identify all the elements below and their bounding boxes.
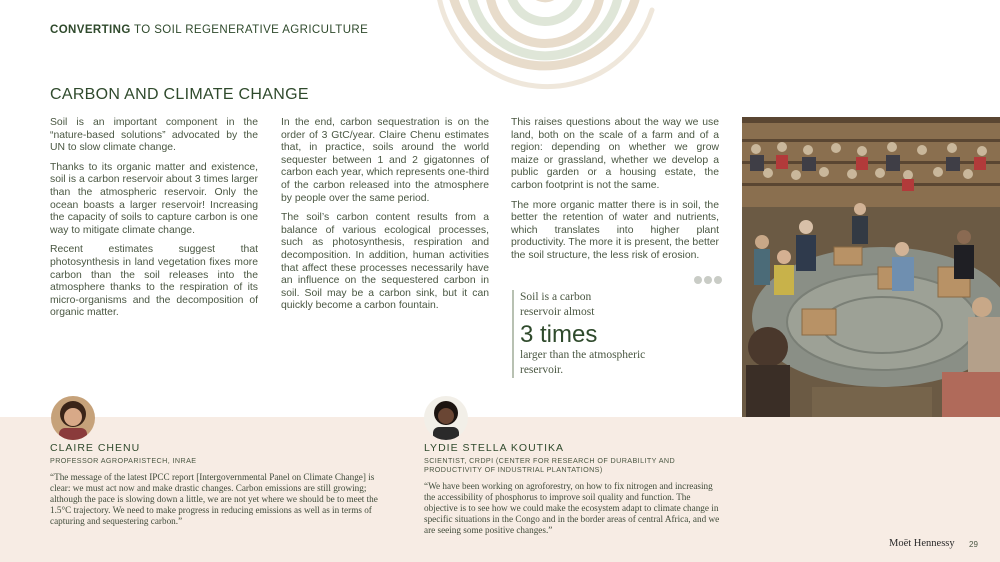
decorative-swirl [430, 0, 660, 110]
callout-line-1: Soil is a carbon [520, 291, 592, 303]
brand-logo: Moët Hennessy [889, 538, 955, 549]
paragraph: Soil is an important component in the “nature-based solutions” advocated by the UN to slow climate change. [50, 117, 258, 154]
dot [704, 276, 712, 284]
dot [694, 276, 702, 284]
conference-photo [742, 117, 1000, 417]
speaker-role: SCIENTIST, CRDPI (CENTER FOR RESEARCH OF DURABILITY AND PRODUCTIVITY OF INDUSTRIAL PLANTATIONS) [424, 456, 676, 474]
callout-figure: 3 times [520, 321, 598, 348]
speaker-lydie-stella-koutika [424, 442, 724, 536]
speaker-name: LYDIE STELLA KOUTIKA [424, 442, 565, 454]
callout-line-3: larger than the atmospheric [520, 349, 646, 361]
callout-line-4: reservoir. [520, 364, 564, 376]
lydie-stella-koutika-avatar [424, 396, 468, 440]
speaker-role: PROFESSOR AGROPARISTECH, INRAE [50, 456, 197, 465]
dot [714, 276, 722, 284]
section-label-strong: CONVERTING [50, 24, 131, 36]
paragraph: Recent estimates suggest that photosynthesis in land vegetation fixes more carbon than the soil releases into the atmosphere thanks to the respiration of its micro-organisms and the decomposition of organic matter. [50, 244, 258, 319]
paragraph: The soil’s carbon content results from a balance of various ecological processes, such as photosynthesis, respiration and decomposition. In addition, human activities that affect these processes necessarily have an influence on the sequestered carbon in soil. Soil may be a carbon sink, but it can quickly become a carbon fountain. [281, 212, 489, 312]
page-number: 29 [969, 540, 978, 549]
paragraph: In the end, carbon sequestration is on the order of 3 GtC/year. Claire Chenu estimates that, in practice, soils around the world sequester between 1 and 2 gigatonnes of carbon each year, which represents one-third of the carbon released into the atmosphere by people over the same period. [281, 117, 489, 204]
dots-ornament [694, 276, 722, 284]
speaker-quote: “The message of the latest IPCC report [Intergovernmental Panel on Climate Change] is clear: we must act now and make drastic changes. Carbon emissions are still growing; although the pace is slowing down a little, we are not yet where we should be to meet the 1.5°C trajectory. We need to make progress in reducing emissions as well as in terms of capturing and sequestering carbon.” [50, 472, 378, 526]
section-label [50, 24, 368, 36]
text-column-3 [511, 117, 719, 270]
paragraph: Thanks to its organic matter and existence, soil is a carbon reservoir about 3 times larger than the atmospheric reservoir. Only the ocean boasts a larger reservoir! Increasing the capacity of soils to capture carbon is one way to mitigate climate change. [50, 161, 258, 236]
text-column-2 [281, 117, 489, 320]
section-label-rest: TO SOIL REGENERATIVE AGRICULTURE [130, 24, 369, 36]
speaker-quote: “We have been working on agroforestry, on how to fix nitrogen and increasing the accessibility of phosphorus to improve soil quality and function. The objective is to see how we could make the ecosystem adapt to climate change in specific situations in the Congo and in the border areas of central Africa, and we are seeing some positive changes.” [424, 481, 720, 535]
text-column-1 [50, 117, 258, 327]
paragraph: The more organic matter there is in soil, the better the retention of water and nutrients, which translates into higher plant productivity. The more it is present, the better the soil structure, the less risk of erosion. [511, 199, 719, 261]
callout-line-2: reservoir almost [520, 306, 595, 318]
speaker-claire-chenu [50, 442, 380, 527]
page-title: CARBON AND CLIMATE CHANGE [50, 86, 309, 103]
paragraph: This raises questions about the way we use land, both on the scale of a farm and of a region: depending on whether we grow maize or grassland, whether we develop a public garden or a housing estate, the carbon footprint is not the same. [511, 117, 719, 191]
key-figure-callout [512, 290, 712, 378]
speaker-name: CLAIRE CHENU [50, 442, 141, 454]
claire-chenu-avatar [51, 396, 95, 440]
